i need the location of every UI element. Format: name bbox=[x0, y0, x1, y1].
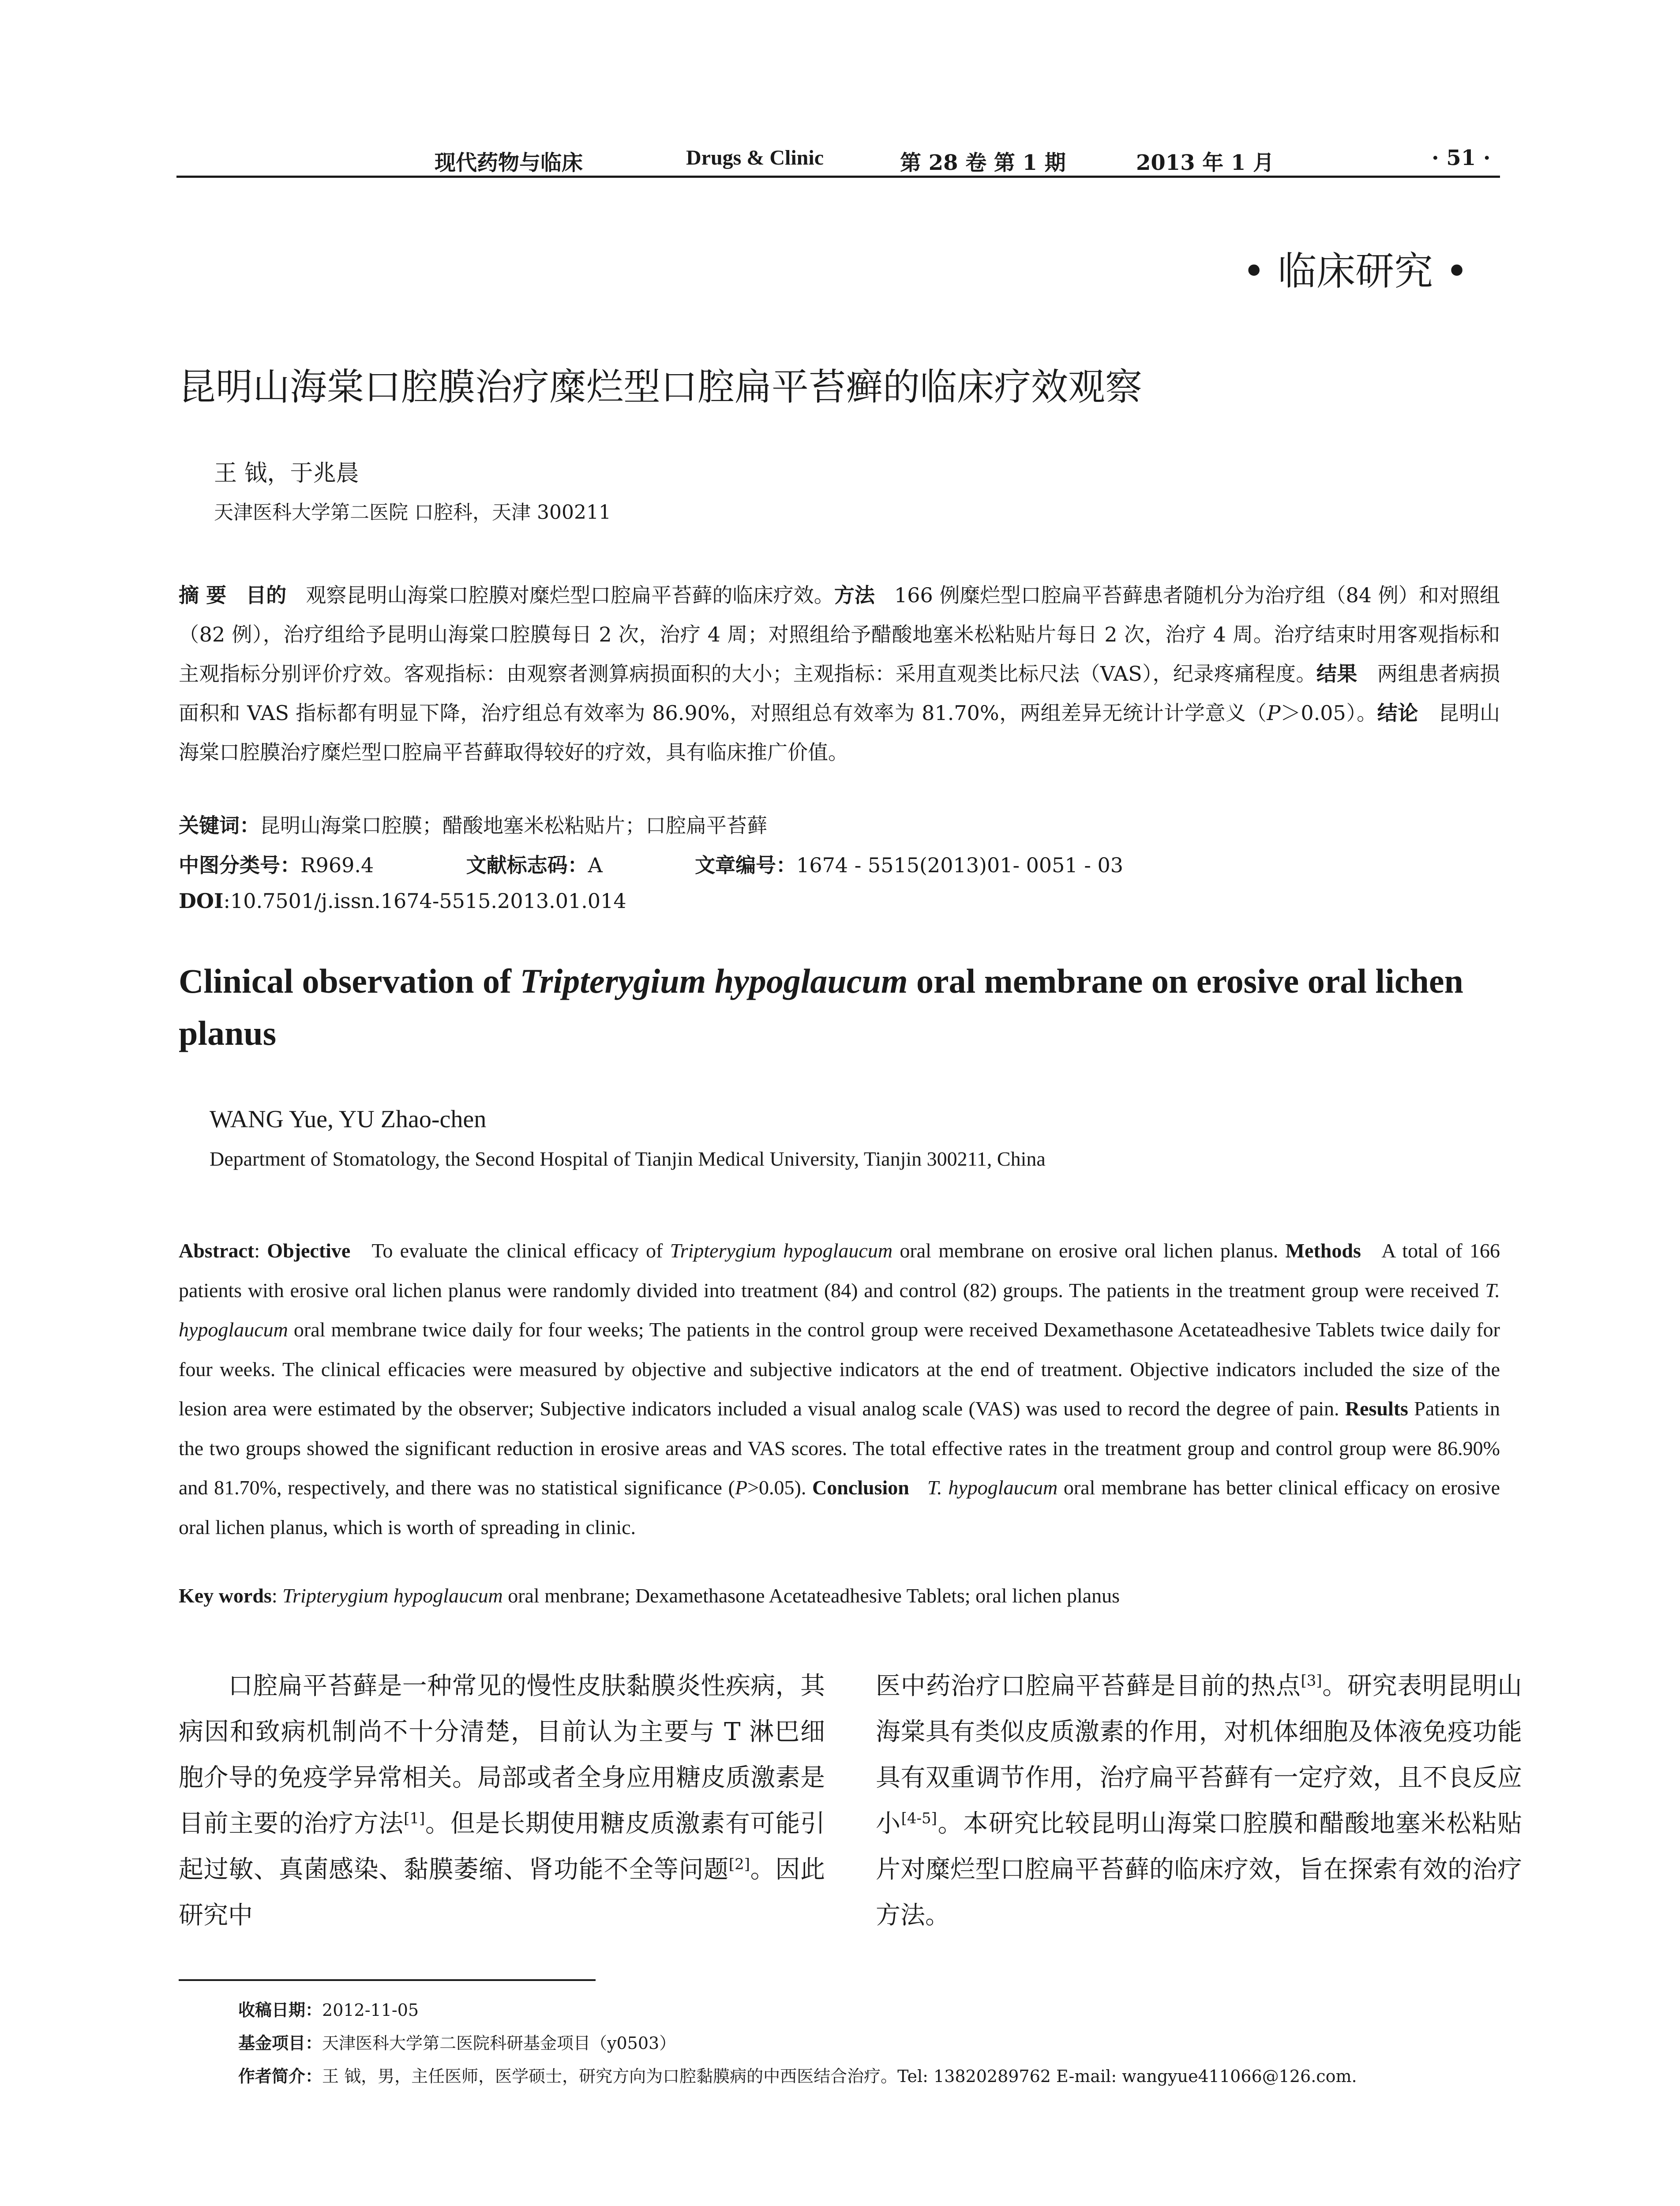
citation-4-5: [4-5] bbox=[901, 1809, 937, 1827]
results-label-en: Results bbox=[1345, 1397, 1408, 1420]
objective-species-en: Tripterygium hypoglaucum bbox=[670, 1239, 893, 1262]
authors-cn: 王 钺，于兆晨 bbox=[214, 460, 359, 487]
objective-label-en: Objective bbox=[267, 1239, 351, 1262]
keywords-text-en: oral menbrane; Dexamethasone Acetateadhesive Tablets; oral lichen planus bbox=[502, 1584, 1120, 1607]
fund-text: 天津医科大学第二医院科研基金项目（y0503） bbox=[322, 2033, 676, 2053]
clc-label: 中图分类号： bbox=[179, 853, 300, 877]
journal-name-cn: 现代药物与临床 bbox=[435, 150, 583, 175]
results-label-cn: 结果 bbox=[1316, 662, 1358, 686]
conclusion-label-cn: 结论 bbox=[1377, 701, 1418, 725]
keywords-text-cn: 昆明山海棠口腔膜；醋酸地塞米松粘贴片；口腔扁平苔藓 bbox=[260, 814, 767, 837]
doi-line bbox=[179, 889, 626, 913]
citation-3: [3] bbox=[1301, 1672, 1322, 1690]
objective-text-en-2: oral membrane on erosive oral lichen planus. bbox=[892, 1239, 1279, 1262]
body-text: 。本研究比较昆明山海棠口腔膜和醋酸地塞米松粘贴片对糜烂型口腔扁平苔藓的临床疗效，旨在探索有效的治疗方法。 bbox=[876, 1809, 1522, 1930]
body-text: 医中药治疗口腔扁平苔藓是目前的热点 bbox=[876, 1672, 1301, 1700]
conclusion-species-en: T. hypoglaucum bbox=[927, 1476, 1058, 1499]
title-en-species: Tripterygium hypoglaucum bbox=[520, 962, 908, 1000]
volume-issue: 第 28 卷 第 1 期 bbox=[900, 150, 1066, 175]
abstract-label-en: Abstract bbox=[179, 1239, 255, 1262]
results-p-cn: ＞0.05）。 bbox=[1280, 701, 1377, 725]
p-value-symbol-cn: P bbox=[1267, 701, 1281, 725]
article-no-label: 文章编号： bbox=[695, 853, 797, 877]
objective-text-en: To evaluate the clinical efficacy of bbox=[371, 1239, 670, 1262]
authors-en: WANG Yue, YU Zhao-chen bbox=[210, 1106, 487, 1133]
body-column-left bbox=[179, 1663, 825, 1939]
methods-text-en: A total of 166 patients with erosive oral lichen planus were randomly divided into treatment (84) and control (82) groups. The patients in the treatment group were received bbox=[179, 1239, 1500, 1302]
title-en-part2: oral membrane on erosive oral lichen planus bbox=[179, 962, 1463, 1052]
abstract-label-cn: 摘 要 bbox=[179, 583, 227, 607]
methods-label-en: Methods bbox=[1285, 1239, 1361, 1262]
title-en-part1: Clinical observation of bbox=[179, 962, 520, 1000]
body-text: 。但是长期使用糖皮质激素有可能引起过敏、真菌感染、黏膜萎缩、肾功能不全等问题 bbox=[179, 1809, 825, 1884]
results-p-en: >0.05). bbox=[747, 1476, 806, 1499]
keywords-label-cn: 关键词： bbox=[179, 814, 260, 837]
doc-code-label: 文献标志码： bbox=[466, 853, 588, 877]
methods-species-en: T. hypoglaucum bbox=[179, 1279, 1500, 1341]
results-text-en: Patients in the two groups showed the significant reduction in erosive areas and VAS scores. The total effective rates in the treatment group and control group were 86.90% and 81.70%, respectively, and there was no statistical significance ( bbox=[179, 1397, 1500, 1499]
methods-text-en-2: oral membrane twice daily for four weeks; The patients in the control group were received Dexamethasone Acetateadhesive Tablets twice daily for four weeks. The clinical efficacies were measured by objective and subjective indicators at the end of treatment. Objective indicators included the size of the lesion area were estimated by the observer; Subjective indicators included a visual analog scale (VAS) was used to record the degree of pain. bbox=[179, 1318, 1500, 1420]
journal-name-en: Drugs & Clinic bbox=[686, 146, 824, 169]
objective-label-cn: 目的 bbox=[246, 583, 287, 607]
affiliation-en: Department of Stomatology, the Second Hospital of Tianjin Medical University, Tianjin 300211, China bbox=[210, 1148, 1046, 1170]
objective-text-cn: 观察昆明山海棠口腔膜对糜烂型口腔扁平苔藓的临床疗效。 bbox=[306, 583, 834, 607]
body-text: 口腔扁平苔藓是一种常见的慢性皮肤黏膜炎性疾病，其病因和致病机制尚不十分清楚，目前认为主要与 T 淋巴细胞介导的免疫学异常相关。局部或者全身应用糖皮质激素是目前主要的治疗方法 bbox=[179, 1672, 825, 1838]
page-number: · 51 · bbox=[1432, 146, 1491, 170]
methods-label-cn: 方法 bbox=[834, 583, 875, 607]
page-title-en bbox=[179, 955, 1502, 1059]
conclusion-text-cn: 昆明山海棠口腔膜治疗糜烂型口腔扁平苔藓取得较好的疗效，具有临床推广价值。 bbox=[179, 701, 1500, 764]
clc-value: R969.4 bbox=[300, 853, 374, 877]
footnote-rule bbox=[179, 1979, 596, 1981]
keywords-label-en: Key words bbox=[179, 1584, 272, 1607]
doc-code-value: A bbox=[588, 853, 603, 877]
citation-1: [1] bbox=[404, 1809, 425, 1827]
keywords-species-en: Tripterygium hypoglaucum bbox=[282, 1584, 503, 1607]
page-title-cn: 昆明山海棠口腔膜治疗糜烂型口腔扁平苔癣的临床疗效观察 bbox=[179, 365, 1143, 409]
footnote-received bbox=[238, 1996, 419, 2021]
body-text: 。因此研究中 bbox=[179, 1855, 825, 1930]
affiliation-cn: 天津医科大学第二医院 口腔科，天津 300211 bbox=[214, 501, 611, 524]
conclusion-label-en: Conclusion bbox=[812, 1476, 909, 1499]
received-label: 收稿日期： bbox=[238, 2000, 322, 2020]
footnote-author bbox=[238, 2063, 1357, 2087]
section-label: • 临床研究 • bbox=[1242, 248, 1468, 294]
abstract-en: Abstract: Objective To evaluate the clinical efficacy of Tripterygium hypoglaucum oral membrane on erosive oral lichen planus. Methods A total of 166 patients with erosive oral lichen planus were randomly divided into treatment (84) and control (82) groups. The patients in the treatment group were received T. hypoglaucum oral membrane twice daily for four weeks; The patients in the control group were received Dexamethasone Acetateadhesive Tablets twice daily for four weeks. The clinical efficacies were measured by objective and subjective indicators at the end of treatment. Objective indicators included the size of the lesion area were estimated by the observer; Subjective indicators included a visual analog scale (VAS) was used to record the degree of pain. Results Patients in the two groups showed the significant reduction in erosive areas and VAS scores. The total effective rates in the treatment group and control group were 86.90% and 81.70%, respectively, and there was no statistical significance (P>0.05). Conclusion T. hypoglaucum oral membrane has better clinical efficacy on erosive oral lichen planus, which is worth of spreading in clinic. bbox=[179, 1239, 1500, 1538]
footnote-fund bbox=[238, 2030, 676, 2054]
fund-label: 基金项目： bbox=[238, 2033, 322, 2053]
abstract-cn bbox=[179, 576, 1500, 772]
keywords-en: Key words: Tripterygium hypoglaucum oral menbrane; Dexamethasone Acetateadhesive Tablets; oral lichen planus bbox=[179, 1584, 1120, 1607]
p-value-symbol-en: P bbox=[735, 1476, 748, 1499]
methods-text-cn: 166 例糜烂型口腔扁平苔藓患者随机分为治疗组（84 例）和对照组（82 例），治疗组给予昆明山海棠口腔膜每日 2 次，治疗 4 周；对照组给予醋酸地塞米松粘贴片每日 2 次，治疗 4 周。治疗结束时用客观指标和主观指标分别评价疗效。客观指标：由观察者测算病损面积的大小；主观指标：采用直观类比标尺法（VAS），纪录疼痛程度。 bbox=[179, 583, 1500, 686]
article-no-value: 1674 - 5515(2013)01- 0051 - 03 bbox=[796, 853, 1124, 877]
author-bio-text: 王 钺，男，主任医师，医学硕士，研究方向为口腔黏膜病的中西医结合治疗。Tel: 13820289762 E-mail: wangyue411066@126.com. bbox=[322, 2067, 1357, 2086]
received-date: 2012-11-05 bbox=[322, 2000, 419, 2020]
doi-value: :10.7501/j.issn.1674-5515.2013.01.014 bbox=[223, 889, 626, 913]
results-text-cn: 两组患者病损面积和 VAS 指标都有明显下降，治疗组总有效率为 86.90%，对照组总有效率为 81.70%，两组差异无统计计学意义（ bbox=[179, 662, 1500, 725]
conclusion-text-en: oral membrane has better clinical efficacy on erosive oral lichen planus, which is worth of spreading in clinic. bbox=[179, 1476, 1500, 1538]
body-text: 。研究表明昆明山海棠具有类似皮质激素的作用，对机体细胞及体液免疫功能具有双重调节作用，治疗扁平苔藓有一定疗效，且不良反应小 bbox=[876, 1672, 1522, 1838]
author-bio-label: 作者简介： bbox=[238, 2067, 322, 2086]
keywords-cn bbox=[179, 810, 767, 839]
classification-line bbox=[179, 849, 1123, 878]
citation-2: [2] bbox=[728, 1855, 750, 1873]
doi-label: DOI bbox=[179, 889, 224, 913]
body-column-right bbox=[876, 1663, 1522, 1939]
issue-date: 2013 年 1 月 bbox=[1136, 150, 1275, 175]
header-rule bbox=[176, 176, 1500, 178]
